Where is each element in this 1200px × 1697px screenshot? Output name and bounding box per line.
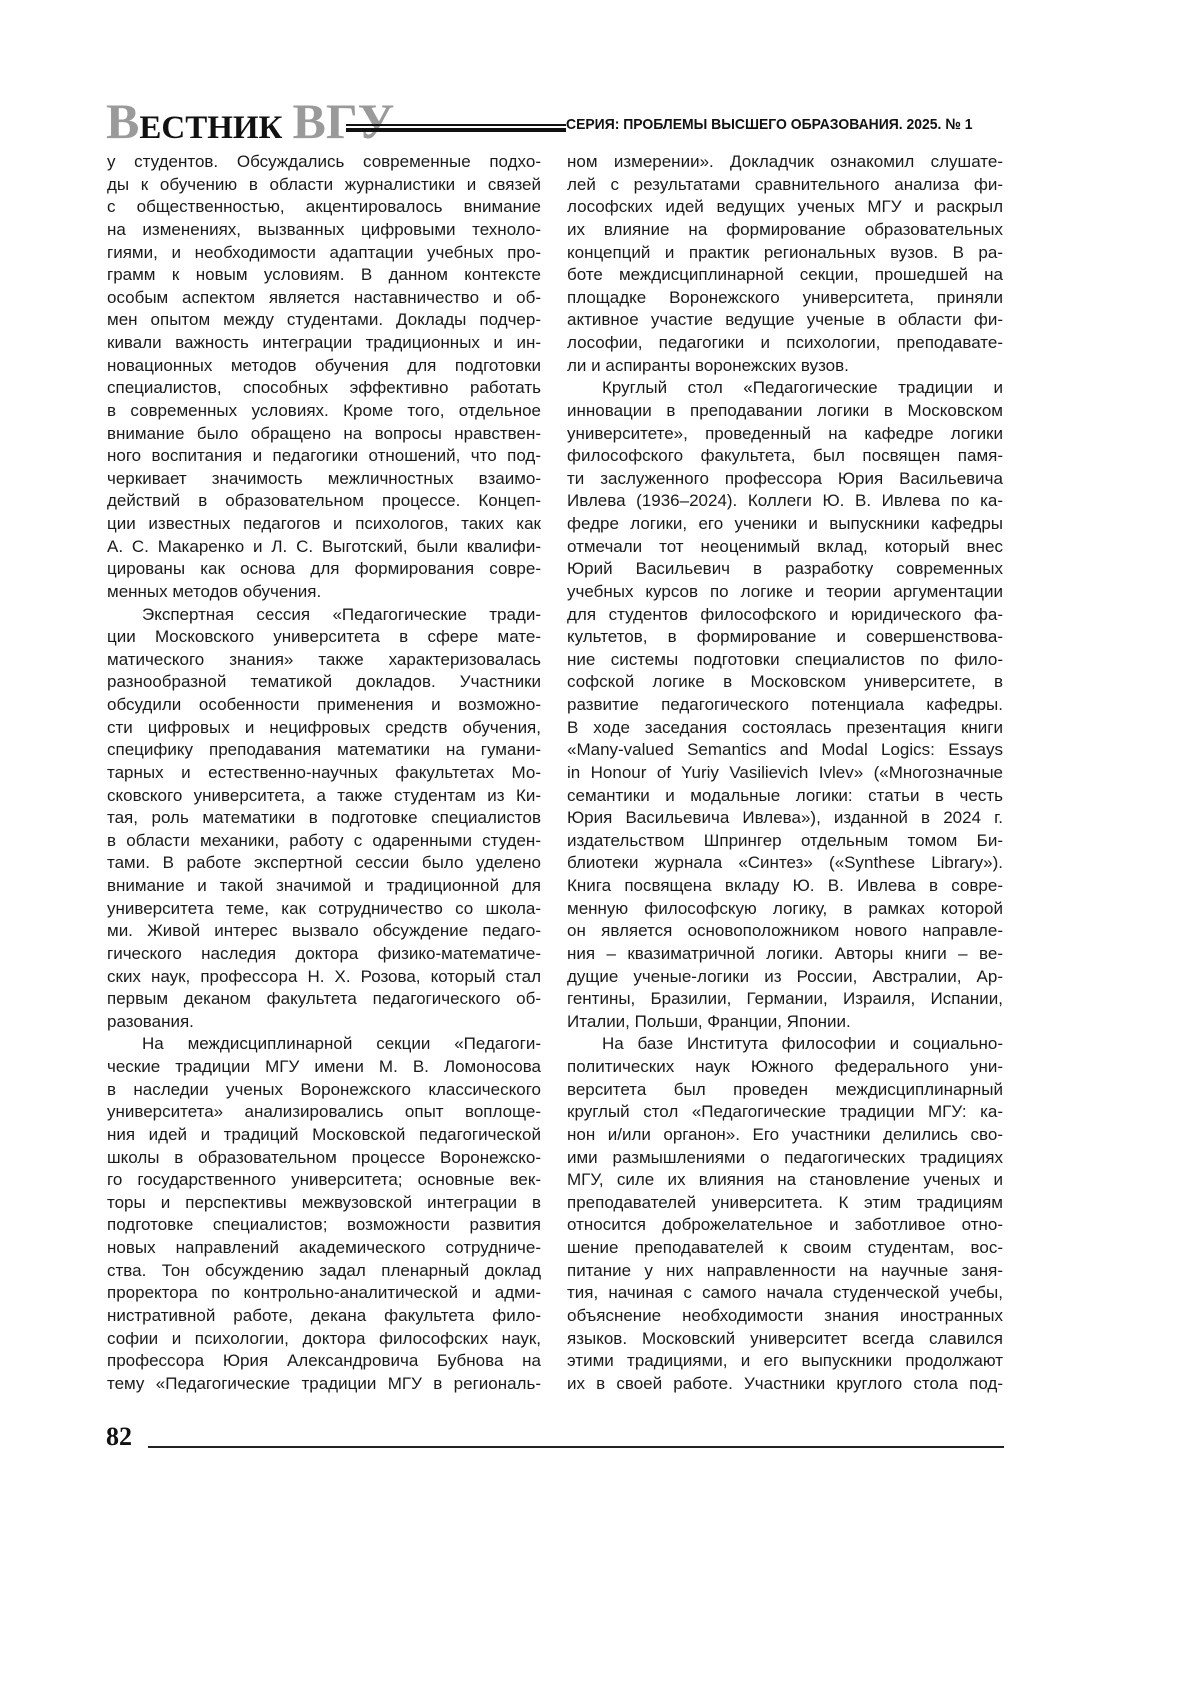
text-line: с общественностью, акцентировалось внимание: [107, 196, 541, 219]
text-line: для студентов философского и юридического фа-: [567, 604, 1003, 627]
text-line: кивали важность интеграции традиционных и ин-: [107, 332, 541, 355]
text-line: Юрия Васильевича Ивлева»), изданной в 2024 г.: [567, 807, 1003, 830]
text-line: ды к обучению в области журналистики и связей: [107, 174, 541, 197]
journal-title-initial: В: [106, 93, 139, 149]
text-line: тарных и естественно-научных факультетах Мо-: [107, 762, 541, 785]
text-line: лософских идей ведущих ученых МГУ и раскрыл: [567, 196, 1003, 219]
text-line: матического знания» также характеризовалась: [107, 649, 541, 672]
text-line: в области механики, работу с одаренными студен-: [107, 830, 541, 853]
text-line: объяснение необходимости знания иностранных: [567, 1305, 1003, 1328]
text-line: «Many-valued Semantics and Modal Logics: Essays: [567, 739, 1003, 762]
text-line: инновации в преподавании логики в Московском: [567, 400, 1003, 423]
text-line: разования.: [107, 1011, 541, 1034]
text-line: гического наследия доктора физико-математиче-: [107, 943, 541, 966]
text-line: он является основоположником нового направле-: [567, 920, 1003, 943]
journal-title-rest: ЕСТНИК: [139, 110, 282, 146]
left-column: [107, 151, 541, 1395]
text-line: ции известных педагогов и психологов, таких как: [107, 513, 541, 536]
paragraph: [107, 604, 541, 1034]
text-line: ими размышлениями о педагогических традициях: [567, 1147, 1003, 1170]
text-line: мен опытом между студентами. Доклады подчер-: [107, 309, 541, 332]
text-line: новационных методов обучения для подготовки: [107, 355, 541, 378]
text-line: В ходе заседания состоялась презентация книги: [567, 717, 1003, 740]
text-line: блиотеки журнала «Синтез» («Synthese Library»).: [567, 852, 1003, 875]
text-line: го государственного университета; основные век-: [107, 1169, 541, 1192]
text-line: их в своей работе. Участники круглого стола под-: [567, 1373, 1003, 1396]
paragraph: [567, 151, 1003, 377]
journal-title-abbr: ВГУ: [292, 93, 394, 149]
text-line: ти заслуженного профессора Юрия Васильевича: [567, 468, 1003, 491]
text-line: университета» анализировались опыт воплоще-: [107, 1101, 541, 1124]
text-line: верситета был проведен междисциплинарный: [567, 1079, 1003, 1102]
text-line: специфику преподавания математики на гумани-: [107, 739, 541, 762]
text-line: университете», проведенный на кафедре логики: [567, 423, 1003, 446]
text-line: сковского университета, а также студентам из Ки-: [107, 785, 541, 808]
text-line: круглый стол «Педагогические традиции МГУ: ка-: [567, 1101, 1003, 1124]
text-line: лософии, педагогики и психологии, преподавате-: [567, 332, 1003, 355]
text-line: Италии, Польши, Франции, Японии.: [567, 1011, 1003, 1034]
text-line: Круглый стол «Педагогические традиции и: [567, 377, 1003, 400]
text-line: шение преподавателей к своим студентам, вос-: [567, 1237, 1003, 1260]
text-line: Ивлева (1936–2024). Коллеги Ю. В. Ивлева по ка-: [567, 490, 1003, 513]
text-line: боте междисциплинарной секции, прошедшей на: [567, 264, 1003, 287]
text-line: ции Московского университета в сфере мате-: [107, 626, 541, 649]
text-line: отмечали тот неоценимый вклад, который внес: [567, 536, 1003, 559]
text-line: Книга посвящена вкладу Ю. В. Ивлева в совре-: [567, 875, 1003, 898]
text-line: тая, роль математики в подготовке специалистов: [107, 807, 541, 830]
text-line: цированы как основа для формирования совре-: [107, 558, 541, 581]
journal-title: [106, 92, 394, 150]
text-line: политических наук Южного федерального уни-: [567, 1056, 1003, 1079]
text-line: тия, начиная с самого начала студенческой учебы,: [567, 1282, 1003, 1305]
text-line: ми. Живой интерес вызвало обсуждение педаго-: [107, 920, 541, 943]
text-line: лей с результатами сравнительного анализа фи-: [567, 174, 1003, 197]
paragraph: [107, 1033, 541, 1395]
text-line: грамм к новым условиям. В данном контексте: [107, 264, 541, 287]
text-line: На междисциплинарной секции «Педагоги-: [107, 1033, 541, 1056]
text-line: площадке Воронежского университета, приняли: [567, 287, 1003, 310]
right-column: [567, 151, 1003, 1395]
text-line: дущие ученые-логики из России, Австралии, Ар-: [567, 966, 1003, 989]
text-line: Юрий Васильевич в разработку современных: [567, 558, 1003, 581]
text-line: в наследии ученых Воронежского классического: [107, 1079, 541, 1102]
text-line: действий в образовательном процессе. Концеп-: [107, 490, 541, 513]
text-line: специалистов, способных эффективно работать: [107, 377, 541, 400]
text-line: менную философскую логику, в рамках которой: [567, 898, 1003, 921]
footer-rule: [148, 1446, 1004, 1448]
text-line: профессора Юрия Александровича Бубнова на: [107, 1350, 541, 1373]
text-line: концепций и практик региональных вузов. В ра-: [567, 242, 1003, 265]
text-line: разнообразной тематикой докладов. Участники: [107, 671, 541, 694]
text-line: их влияние на формирование образовательных: [567, 219, 1003, 242]
text-line: у студентов. Обсуждались современные подхо-: [107, 151, 541, 174]
text-line: относится доброжелательное и заботливое отно-: [567, 1214, 1003, 1237]
text-line: ческие традиции МГУ имени М. В. Ломоносова: [107, 1056, 541, 1079]
text-line: гентины, Бразилии, Германии, Израиля, Испании,: [567, 988, 1003, 1011]
text-line: торы и перспективы межвузовской интеграции в: [107, 1192, 541, 1215]
text-line: in Honour of Yuriy Vasilievich Ivlev» («Многозначные: [567, 762, 1003, 785]
page-number: 82: [106, 1422, 132, 1452]
text-line: софии и психологии, доктора философских наук,: [107, 1328, 541, 1351]
text-line: гиями, и необходимости адаптации учебных про-: [107, 242, 541, 265]
text-line: внимание было обращено на вопросы нравствен-: [107, 423, 541, 446]
text-line: сти цифровых и нецифровых средств обучения,: [107, 717, 541, 740]
text-line: нистративной работе, декана факультета фило-: [107, 1305, 541, 1328]
text-line: МГУ, силе их влияния на становление ученых и: [567, 1169, 1003, 1192]
journal-series: СЕРИЯ: ПРОБЛЕМЫ ВЫСШЕГО ОБРАЗОВАНИЯ. 2025. № 1: [566, 116, 975, 133]
text-line: учебных курсов по логике и теории аргументации: [567, 581, 1003, 604]
header-rule-thick: [346, 128, 566, 132]
text-line: Экспертная сессия «Педагогические тради-: [107, 604, 541, 627]
text-line: федре логики, его ученики и выпускники кафедры: [567, 513, 1003, 536]
text-line: особым аспектом является наставничество и об-: [107, 287, 541, 310]
text-line: питание у них направленности на научные заня-: [567, 1260, 1003, 1283]
text-line: на изменениях, вызванных цифровыми техноло-: [107, 219, 541, 242]
text-line: издательством Шпрингер отдельным томом Би-: [567, 830, 1003, 853]
text-line: ния идей и традиций Московской педагогической: [107, 1124, 541, 1147]
paragraph: [107, 151, 541, 604]
text-line: новых направлений академического сотрудниче-: [107, 1237, 541, 1260]
text-line: подготовке специалистов; возможности развития: [107, 1214, 541, 1237]
paragraph: [567, 377, 1003, 1033]
text-line: А. С. Макаренко и Л. С. Выготский, были квалифи-: [107, 536, 541, 559]
text-line: проректора по контрольно-аналитической и адми-: [107, 1282, 541, 1305]
text-line: ного воспитания и педагогики отношений, что под-: [107, 445, 541, 468]
text-line: семантики и модальные логики: статьи в честь: [567, 785, 1003, 808]
text-line: преподавателей университета. К этим традициям: [567, 1192, 1003, 1215]
text-line: софской логике в Московском университете, в: [567, 671, 1003, 694]
text-line: культетов, в формирование и совершенствова-: [567, 626, 1003, 649]
text-line: школы в образовательном процессе Воронежско-: [107, 1147, 541, 1170]
text-line: обсудили особенности применения и возможно-: [107, 694, 541, 717]
text-line: языков. Московский университет всегда славился: [567, 1328, 1003, 1351]
text-line: тами. В работе экспертной сессии было уделено: [107, 852, 541, 875]
text-line: тему «Педагогические традиции МГУ в региональ-: [107, 1373, 541, 1396]
text-line: внимание и такой значимой и традиционной для: [107, 875, 541, 898]
text-line: первым деканом факультета педагогического об-: [107, 988, 541, 1011]
text-line: в современных условиях. Кроме того, отдельное: [107, 400, 541, 423]
paragraph: [567, 1033, 1003, 1395]
text-line: ских наук, профессора Н. Х. Розова, который стал: [107, 966, 541, 989]
text-line: На базе Института философии и социально-: [567, 1033, 1003, 1056]
text-line: ли и аспиранты воронежских вузов.: [567, 355, 1003, 378]
text-line: нон и/или органон». Его участники делились сво-: [567, 1124, 1003, 1147]
text-line: ния – квазиматричной логики. Авторы книги – ве-: [567, 943, 1003, 966]
text-line: ном измерении». Докладчик ознакомил слушате-: [567, 151, 1003, 174]
text-line: этими традициями, и его выпускники продолжают: [567, 1350, 1003, 1373]
text-line: менных методов обучения.: [107, 581, 541, 604]
text-line: активное участие ведущие ученые в области фи-: [567, 309, 1003, 332]
text-line: ние системы подготовки специалистов по фило-: [567, 649, 1003, 672]
header-rule-thin: [346, 124, 566, 126]
text-line: черкивает значимость межличностных взаимо-: [107, 468, 541, 491]
text-line: ства. Тон обсуждению задал пленарный доклад: [107, 1260, 541, 1283]
text-line: университета теме, как сотрудничество со школа-: [107, 898, 541, 921]
text-line: философского факультета, был посвящен памя-: [567, 445, 1003, 468]
text-line: развитие педагогического потенциала кафедры.: [567, 694, 1003, 717]
